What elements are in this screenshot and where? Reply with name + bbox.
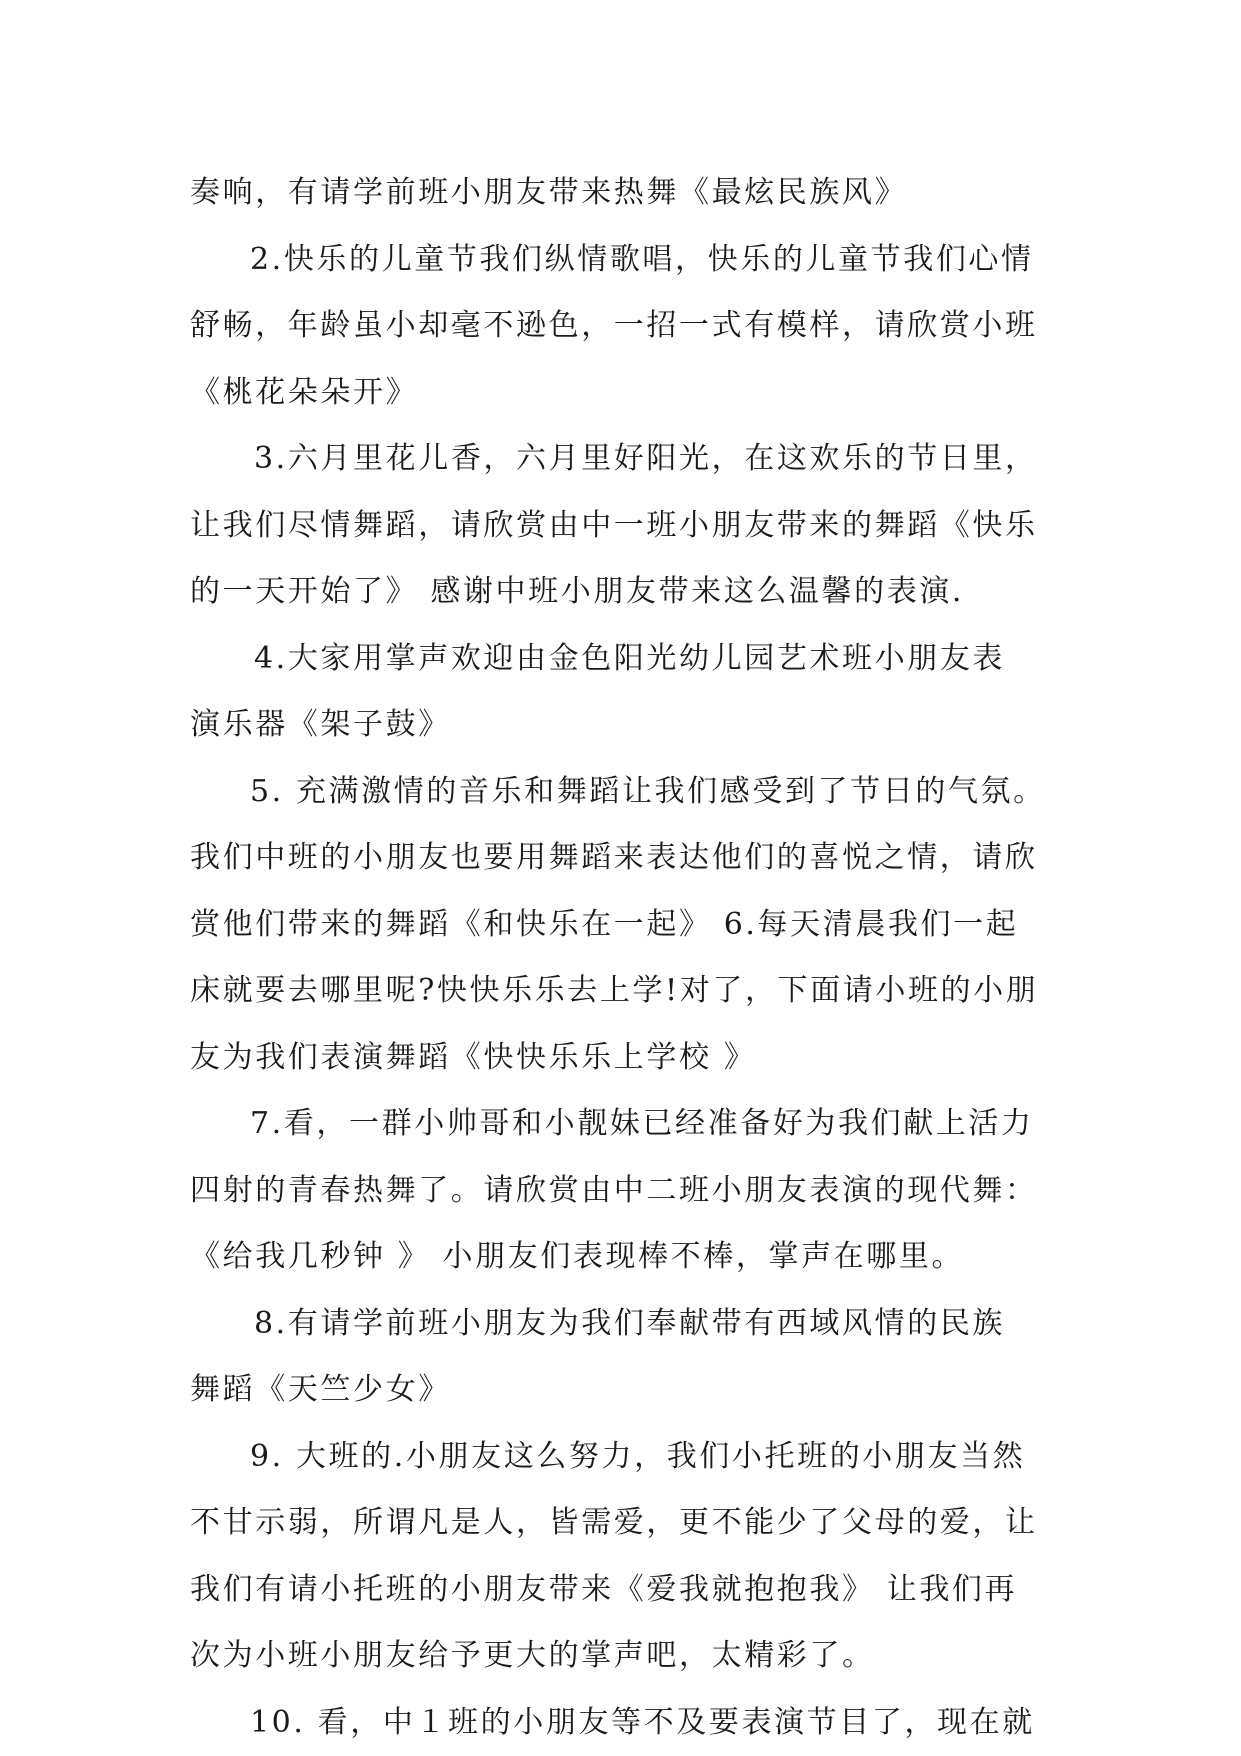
text-line: 次为小班小朋友给予更大的掌声吧，太精彩了。 — [190, 1623, 1070, 1690]
text-line: 10. 看，中１班的小朋友等不及要表演节目了，现在就 — [190, 1690, 1070, 1756]
text-line: 2.快乐的儿童节我们纵情歌唱，快乐的儿童节我们心情 — [190, 227, 1070, 294]
text-line: 演乐器《架子鼓》 — [190, 692, 1070, 759]
text-line: 奏响，有请学前班小朋友带来热舞《最炫民族风》 — [190, 160, 1070, 227]
text-line: 9. 大班的.小朋友这么努力，我们小托班的小朋友当然 — [190, 1424, 1070, 1491]
document-body — [190, 160, 1070, 1756]
text-line: 我们中班的小朋友也要用舞蹈来表达他们的喜悦之情，请欣 — [190, 825, 1070, 892]
text-line: 的一天开始了》 感谢中班小朋友带来这么温馨的表演. — [190, 559, 1070, 626]
text-line: 5. 充满激情的音乐和舞蹈让我们感受到了节日的气氛。 — [190, 759, 1070, 826]
text-line: 舒畅，年龄虽小却毫不逊色，一招一式有模样，请欣赏小班 — [190, 293, 1070, 360]
text-line: 4.大家用掌声欢迎由金色阳光幼儿园艺术班小朋友表 — [190, 626, 1070, 693]
text-line: 《给我几秒钟 》 小朋友们表现棒不棒，掌声在哪里。 — [190, 1224, 1070, 1291]
text-line: 3.六月里花儿香，六月里好阳光，在这欢乐的节日里， — [190, 426, 1070, 493]
text-line: 友为我们表演舞蹈《快快乐乐上学校 》 — [190, 1025, 1070, 1092]
text-line: 《桃花朵朵开》 — [190, 360, 1070, 427]
text-line: 床就要去哪里呢?快快乐乐去上学!对了，下面请小班的小朋 — [190, 958, 1070, 1025]
text-line: 赏他们带来的舞蹈《和快乐在一起》 6.每天清晨我们一起 — [190, 892, 1070, 959]
text-line: 四射的青春热舞了。请欣赏由中二班小朋友表演的现代舞： — [190, 1158, 1070, 1225]
text-line: 不甘示弱，所谓凡是人，皆需爱，更不能少了父母的爱，让 — [190, 1490, 1070, 1557]
text-line: 我们有请小托班的小朋友带来《爱我就抱抱我》 让我们再 — [190, 1557, 1070, 1624]
text-line: 让我们尽情舞蹈，请欣赏由中一班小朋友带来的舞蹈《快乐 — [190, 493, 1070, 560]
text-line: 7.看，一群小帅哥和小靓妹已经准备好为我们献上活力 — [190, 1091, 1070, 1158]
text-line: 舞蹈《天竺少女》 — [190, 1357, 1070, 1424]
text-line: 8.有请学前班小朋友为我们奉献带有西域风情的民族 — [190, 1291, 1070, 1358]
